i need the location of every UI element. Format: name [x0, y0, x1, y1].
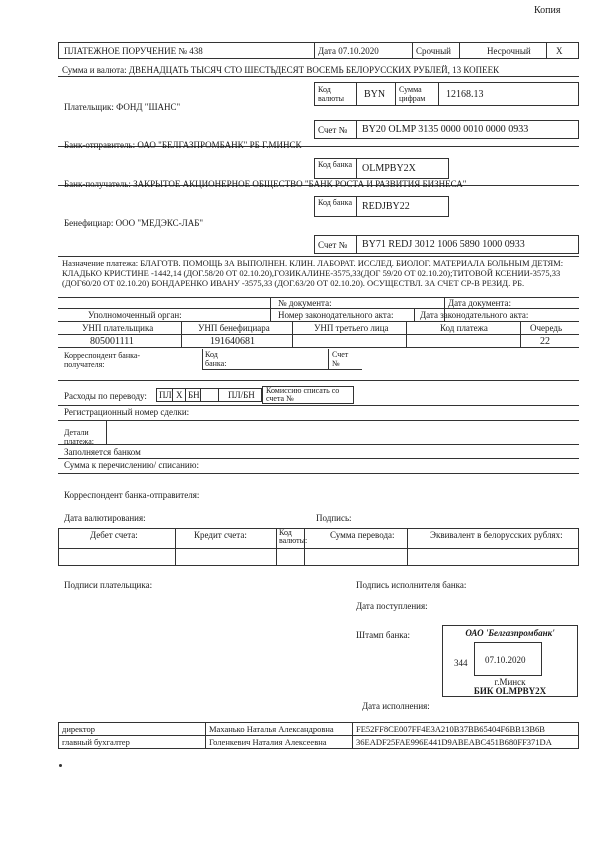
correspondent-account-label: Счет № — [332, 350, 349, 368]
currency-code: BYN — [364, 89, 386, 100]
fee-option-plbn[interactable]: ПЛ/БН — [228, 390, 255, 400]
nonurgent-label: Несрочный — [487, 46, 531, 56]
order-title: ПЛАТЕЖНОЕ ПОРУЧЕНИЕ № 438 — [64, 46, 203, 56]
doc-number-label: № документа: — [278, 298, 332, 308]
fee-option-pl[interactable]: ПЛ — [159, 390, 172, 400]
order-date: Дата 07.10.2020 — [318, 46, 379, 56]
payment-code-label: Код платежа — [440, 323, 488, 333]
receipt-date-label: Дата поступления: — [356, 601, 428, 611]
details-label: Детали платежа: — [64, 428, 94, 446]
receiver-bank-code-label: Код банка — [318, 198, 352, 207]
exec-date-label: Дата исполнения: — [362, 701, 430, 711]
beneficiary-account: BY71 REDJ 3012 1006 5890 1000 0933 — [362, 239, 525, 250]
sum-label: Сумма к перечислению/ списанию: — [64, 460, 199, 470]
fee-option-bn[interactable]: БН — [188, 390, 200, 400]
beneficiary-account-label: Счет № — [318, 240, 348, 250]
signer-name: Маханько Наталья Александровна — [206, 723, 353, 736]
amount-digits-label: Сумма цифрам — [399, 85, 426, 103]
fee-debit-label: Комиссию списать со счета № — [266, 386, 340, 403]
unp-beneficiary-label: УНП бенефициара — [198, 323, 270, 333]
stamp-label: Штамп банка: — [356, 630, 410, 640]
stamp-bik: БИК OLMPBY2X — [473, 686, 547, 696]
queue-label: Очередь — [530, 323, 563, 333]
bank-executor-signature-label: Подпись исполнителя банка: — [356, 580, 467, 590]
urgent-label: Срочный — [416, 46, 451, 56]
stamp-number: 344 — [454, 658, 468, 668]
signer-hash: 36EADF25FAE996E441D9ABEABC451B680FF371DA — [353, 736, 579, 749]
fee-option-mark: X — [176, 390, 183, 400]
copy-label: Копия — [534, 5, 561, 16]
correspondent-code-label: Код банка: — [205, 350, 227, 368]
signer-role: директор — [59, 723, 206, 736]
signer-row — [59, 736, 579, 749]
payer: Плательщик: ФОНД "ШАНС" — [64, 102, 181, 112]
corr-sender-label: Корреспондент банка-отправителя: — [64, 490, 200, 500]
sender-bank: Банк-отправитель: ОАО "БЕЛГАЗПРОМБАНК" РБ Г.МИНСК — [64, 140, 302, 150]
sum-transfer-label: Сумма перевода: — [330, 530, 395, 540]
correspondent-label: Корреспондент банка-получателя: — [64, 351, 141, 369]
order-number: 438 — [189, 46, 203, 56]
payer-signatures-label: Подписи плательщика: — [64, 580, 153, 590]
law-date-label: Дата законодательного акта: — [420, 310, 529, 320]
fees-label: Расходы по переводу: — [64, 391, 147, 401]
queue-value: 22 — [540, 336, 550, 347]
unp-beneficiary: 191640681 — [210, 336, 255, 347]
stamp-city: г.Минск — [494, 677, 526, 687]
sender-bank-code: OLMPBY2X — [362, 163, 416, 174]
nonurgent-mark: X — [556, 46, 563, 56]
stamp-date: 07.10.2020 — [485, 655, 526, 665]
receiver-bank-code: REDJBY22 — [362, 201, 410, 212]
stamp-bank-name: ОАО 'Белгазпромбанк' — [465, 628, 555, 638]
signer-role: главный бухгалтер — [59, 736, 206, 749]
unp-third-label: УНП третьего лица — [314, 323, 389, 333]
payer-account-label: Счет № — [318, 125, 348, 135]
bank-fill-title: Заполняется банком — [64, 447, 141, 457]
currency-code-label: Код валюты — [318, 85, 345, 103]
law-number-label: Номер законодательного акта: — [278, 310, 394, 320]
doc-date-label: Дата документа: — [448, 298, 511, 308]
receiver-bank: Банк-получатель: ЗАКРЫТОЕ АКЦИОНЕРНОЕ ОБЩЕСТВО "БАНК РОСТА И РАЗВИТИЯ БИЗНЕСА" — [64, 179, 467, 189]
beneficiary: Бенефициар: ООО "МЕДЭКС-ЛАБ" — [64, 218, 204, 228]
stray-dot — [59, 764, 62, 767]
amount-words: Сумма и валюта: ДВЕНАДЦАТЬ ТЫСЯЧ СТО ШЕСТЬДЕСЯТ ВОСЕМЬ БЕЛОРУССКИХ РУБЛЕЙ, 13 КОПЕЕК — [62, 65, 500, 75]
debit-label: Дебет счета: — [90, 530, 138, 540]
equivalent-label: Эквивалент в белорусских рублях: — [430, 530, 563, 540]
value-date-label: Дата валютирования: — [64, 513, 146, 523]
signer-hash: FE52FF8CE007FF4E3A210B37BB65404F6BB13B6B — [353, 723, 579, 736]
unp-payer: 805001111 — [90, 336, 134, 347]
signature-label: Подпись: — [316, 513, 352, 523]
authorized-label: Уполномоченный орган: — [88, 310, 182, 320]
signer-name: Голенкевич Наталия Алексеевна — [206, 736, 353, 749]
payment-purpose: Назначение платежа: БЛАГОТВ. ПОМОЩЬ ЗА ВЫПОЛНЕН. КЛИН. ЛАБОРАТ. ИССЛЕД. БИОЛОГ. МАТЕРИАЛА БОЛЬНЫМ ДЕТЯМ: КЛАДЬКО КРИСТИНЕ -1442,14 (ДОГ.58/20 ОТ 02.10.20),ГОЗИКАЛИНЕ-3575,33(ДОГ 59/20 ОТ 02.10.20);ТИТОВОЙ КСЕНИИ-3575,33 (ДОГ60/20 ОТ 02.10.20) БОНДАРЕНКО ИВАНУ -3575,33 (ДОГ.63/20 ОТ 02.10.20). ОСУЩЕСТВЛ. ЗА СЧЕТ СР-В РЕЗИД. РБ. — [62, 258, 564, 288]
signer-row — [59, 723, 579, 736]
amount-digits: 12168.13 — [446, 89, 484, 100]
payer-account: BY20 OLMP 3135 0000 0010 0000 0933 — [362, 124, 529, 135]
sender-bank-code-label: Код банка — [318, 160, 352, 169]
currency-col-label: Код валюты: — [279, 528, 308, 545]
unp-payer-label: УНП плательщика — [82, 323, 154, 333]
credit-label: Кредит счета: — [194, 530, 247, 540]
reg-number-label: Регистрационный номер сделки: — [64, 407, 190, 417]
signers-table — [58, 722, 579, 749]
